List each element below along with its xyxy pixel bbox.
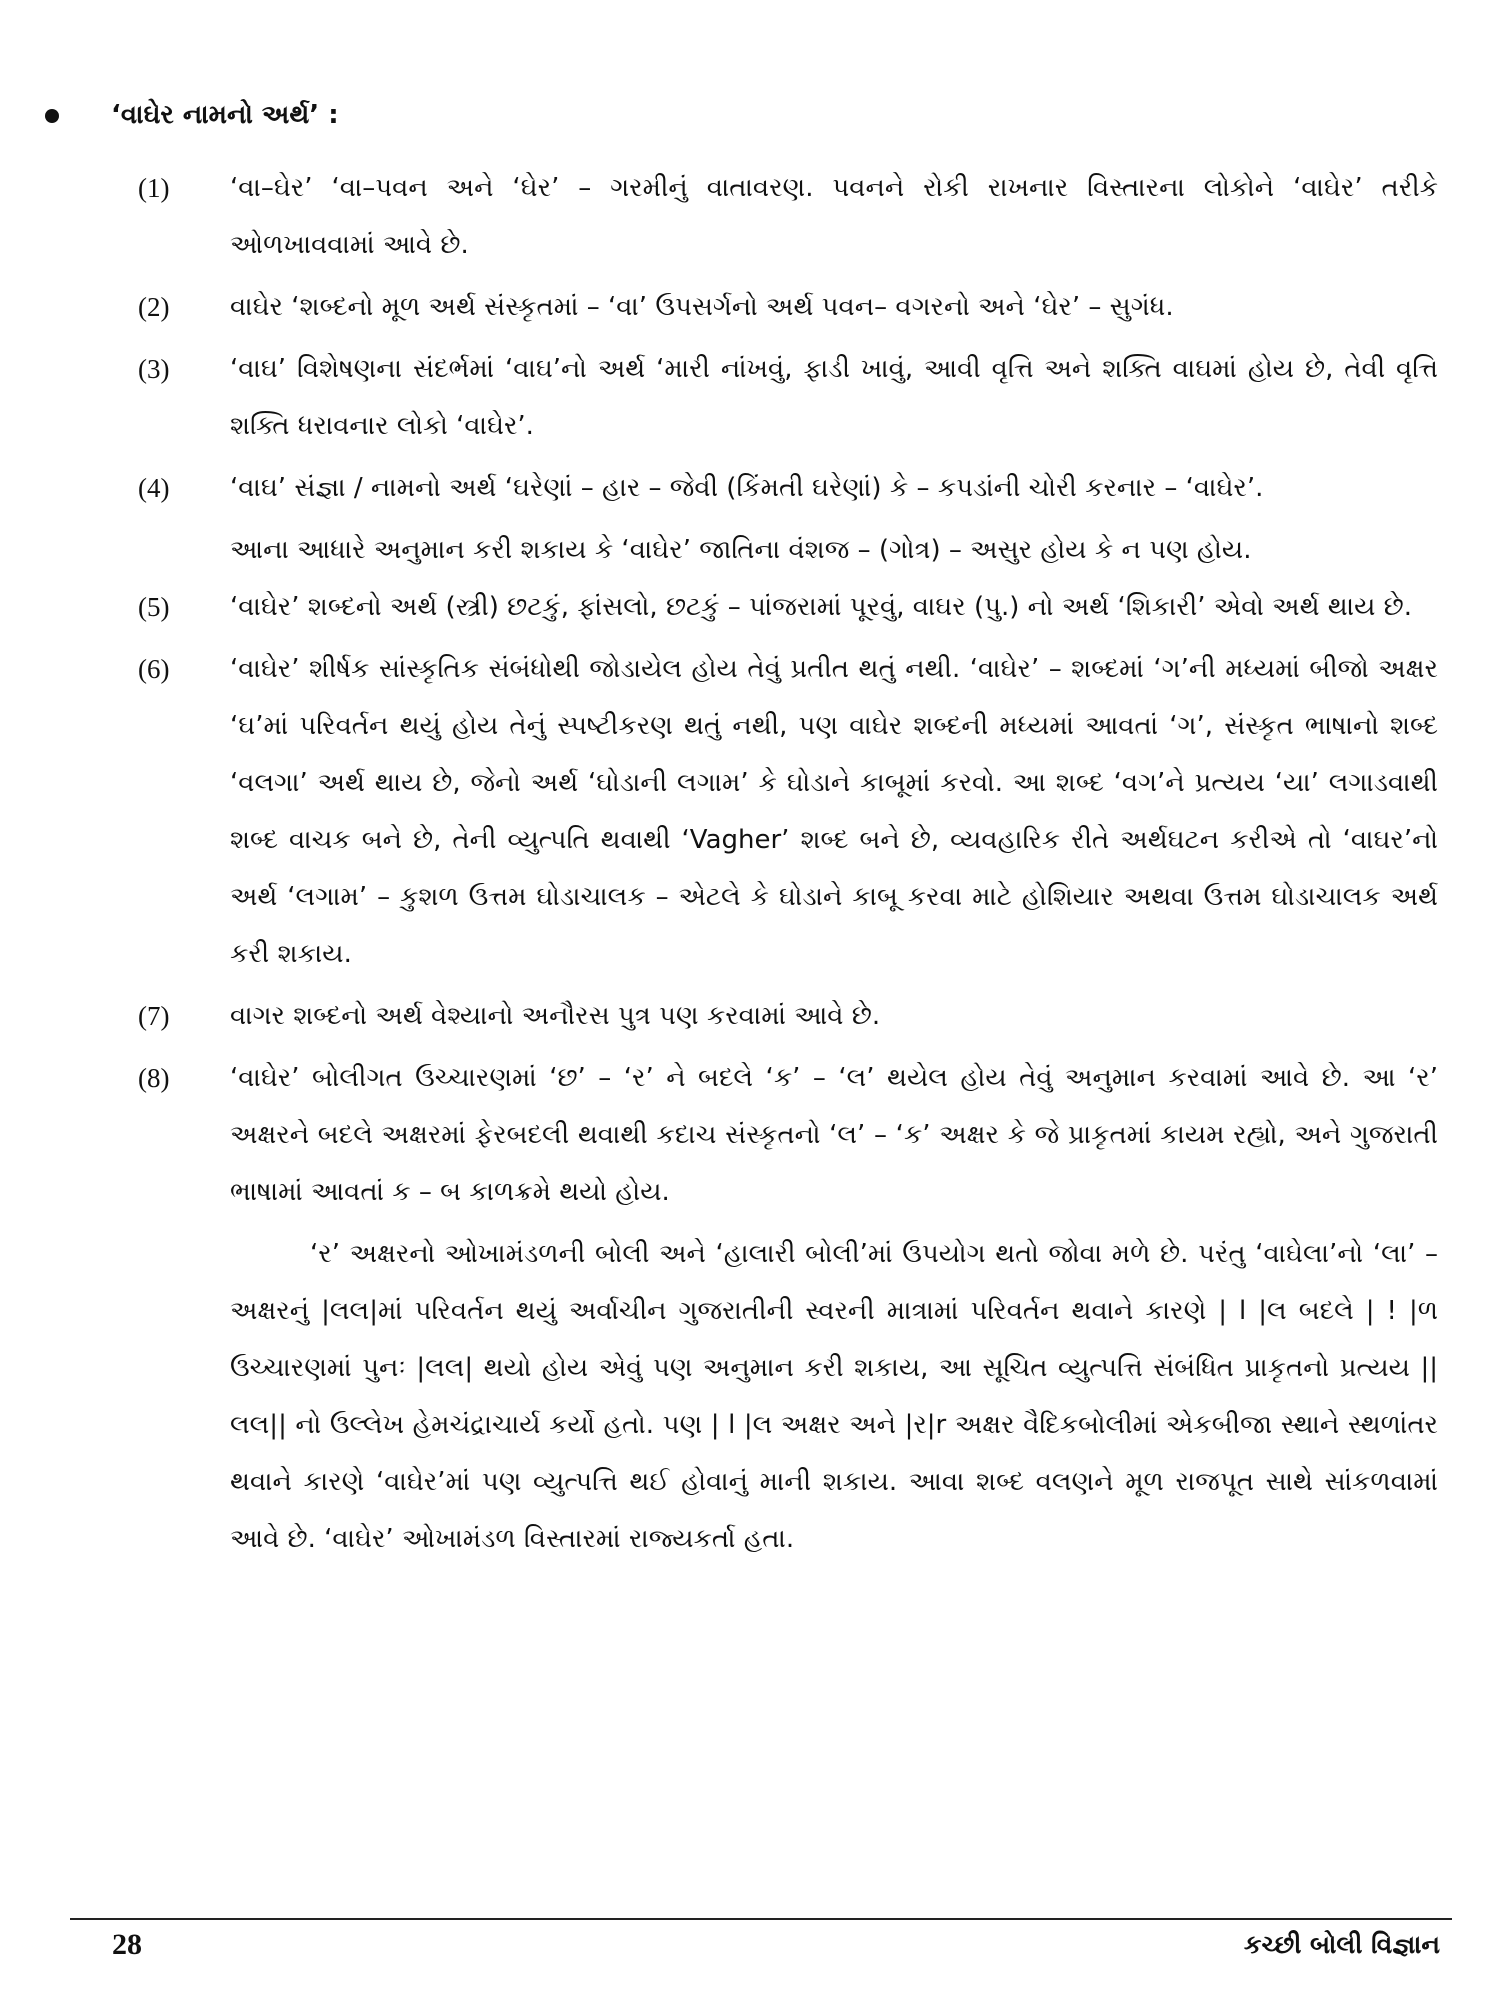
- item-text: વાઘેર ‘શબ્દનો મૂળ અર્થ સંસ્કૃતમાં – ‘વા’ ઉપસર્ગનો અર્થ પવન– વગરનો અને ‘ઘેર’ – સુગંધ.: [230, 292, 1174, 322]
- item-text: ‘વાઘ’ વિશેષણના સંદર્ભમાં ‘વાઘ’નો અર્થ ‘મારી નાંખવું, ફાડી ખાવું, આવી વૃત્તિ અને શક્તિ વાઘમાં હોય છે, તેવી વૃત્તિ શક્તિ ધરાવનાર લોકો ‘વાઘેર’.: [230, 354, 1438, 441]
- item-number: (3): [138, 354, 170, 384]
- item-number: (6): [138, 654, 170, 684]
- item-number: (1): [138, 173, 170, 203]
- item-number: (2): [138, 292, 170, 322]
- list-item-2: [138, 279, 1438, 336]
- item-number: (5): [138, 592, 170, 622]
- section-heading: [45, 100, 339, 131]
- item-number: (4): [138, 473, 170, 503]
- list-item-5: [138, 579, 1438, 636]
- item-text: ‘વાઘ’ સંજ્ઞા / નામનો અર્થ ‘ઘરેણાં – હાર – જેવી (કિંમતી ઘરેણાં) કે – કપડાંની ચોરી કરનાર – ‘વાઘેર’.: [230, 473, 1264, 503]
- item-text: ‘વાઘેર’ શીર્ષક સાંસ્કૃતિક સંબંધોથી જોડાયેલ હોય તેવું પ્રતીત થતું નથી. ‘વાઘેર’ – શબ્દમાં ‘ગ’ની મધ્યમાં બીજો અક્ષર ‘ઘ’માં પરિવર્તન થયું હોય તેનું સ્પષ્ટીકરણ થતું નથી, પણ વાઘેર શબ્દની મધ્યમાં આવતાં ‘ગ’, સંસ્કૃત ભાષાનો શબ્દ ‘વલગા’ અર્થ થાય છે, જેનો અર્થ ‘ઘોડાની લગામ’ કે ઘોડાને કાબૂમાં કરવો. આ શબ્દ ‘વગ’ને પ્રત્યય ‘યા’ લગાડવાથી શબ્દ વાચક બને છે, તેની વ્યુત્પતિ થવાથી ‘Vagher’ શબ્દ બને છે, વ્યવહારિક રીતે અર્થઘટન કરીએ તો ‘વાઘર’નો અર્થ ‘લગામ’ – કુશળ ઉત્તમ ઘોડાચાલક – એટલે કે ઘોડાને કાબૂ કરવા માટે હોશિયાર અથવા ઉત્તમ ઘોડાચાલક અર્થ કરી શકાય.: [230, 654, 1438, 969]
- list-item-6: [138, 641, 1438, 983]
- page-number: 28: [112, 1928, 142, 1961]
- list-item-4: [138, 460, 1438, 517]
- bullet-icon: [45, 109, 59, 123]
- item-text: વાગર શબ્દનો અર્થ વેશ્યાનો અનૌરસ પુત્ર પણ કરવામાં આવે છે.: [230, 1001, 881, 1031]
- list-item-1: [138, 160, 1438, 274]
- item-number: (8): [138, 1063, 170, 1093]
- closing-paragraph: ‘ર’ અક્ષરનો ઓખામંડળની બોલી અને ‘હાલારી બોલી’માં ઉપયોગ થતો જોવા મળે છે. પરંતુ ‘વાઘેલા’નો ‘લા’ – અક્ષરનું |લલ|માં પરિવર્તન થયું અર્વાચીન ગુજરાતીની સ્વરની માત્રામાં પરિવર્તન થવાને કારણે | l |લ બદલે | ! |ળ ઉચ્ચારણમાં પુનઃ |લલ| થયો હોય એવું પણ અનુમાન કરી શકાય, આ સૂચિત વ્યુત્પત્તિ સંબંધિત પ્રાકૃતનો પ્રત્યય ||લલ|| નો ઉલ્લેખ હેમચંદ્રાચાર્ય કર્યો હતો. પણ | l |લ અક્ષર અને |ર|r અક્ષર વૈદિકબોલીમાં એકબીજા સ્થાને સ્થળાંતર થવાને કારણે ‘વાઘેર’માં પણ વ્યુત્પત્તિ થઈ હોવાનું માની શકાય. આવા શબ્દ વલણને મૂળ રાજપૂત સાથે સાંકળવામાં આવે છે. ‘વાઘેર’ ઓખામંડળ વિસ્તારમાં રાજ્યકર્તા હતા.: [230, 1239, 1438, 1554]
- footer-divider: [70, 1918, 1452, 1920]
- running-title: કચ્છી બોલી વિજ્ઞાન: [1243, 1930, 1440, 1959]
- item-text: ‘વા–ઘેર’ ‘વા–પવન અને ‘ઘેર’ – ગરમીનું વાતાવરણ. પવનને રોકી રાખનાર વિસ્તારના લોકોને ‘વાઘેર’ તરીકે ઓળખાવવામાં આવે છે.: [230, 173, 1438, 260]
- item-number: (7): [138, 1001, 170, 1031]
- list-item-3: [138, 341, 1438, 455]
- list-item-7: [138, 988, 1438, 1045]
- list-item-8: [138, 1050, 1438, 1221]
- content-body: [138, 160, 1438, 1568]
- item-text: ‘વાઘેર’ બોલીગત ઉચ્ચારણમાં ‘છ’ – ‘ર’ ને બદલે ‘ક’ – ‘લ’ થયેલ હોય તેવું અનુમાન કરવામાં આવે છે. આ ‘ર’ અક્ષરને બદલે અક્ષરમાં ફેરબદલી થવાથી કદાચ સંસ્કૃતનો ‘લ’ – ‘ક’ અક્ષર કે જે પ્રાકૃતમાં કાયમ રહ્યો, અને ગુજરાતી ભાષામાં આવતાં ક – બ કાળક્રમે થયો હોય.: [230, 1063, 1438, 1207]
- item-4-continuation: આના આધારે અનુમાન કરી શકાય કે ‘વાઘેર’ જાતિના વંશજ – (ગોત્ર) – અસુર હોય કે ન પણ હોય.: [230, 535, 1252, 565]
- heading-text: ‘વાઘેર નામનો અર્થ’ :: [111, 100, 339, 130]
- item-text: ‘વાઘેર’ શબ્દનો અર્થ (સ્ત્રી) છટકું, ફાંસલો, છટકું – પાંજરામાં પૂરવું, વાઘર (પુ.) નો અર્થ ‘શિકારી’ એવો અર્થ થાય છે.: [230, 592, 1413, 622]
